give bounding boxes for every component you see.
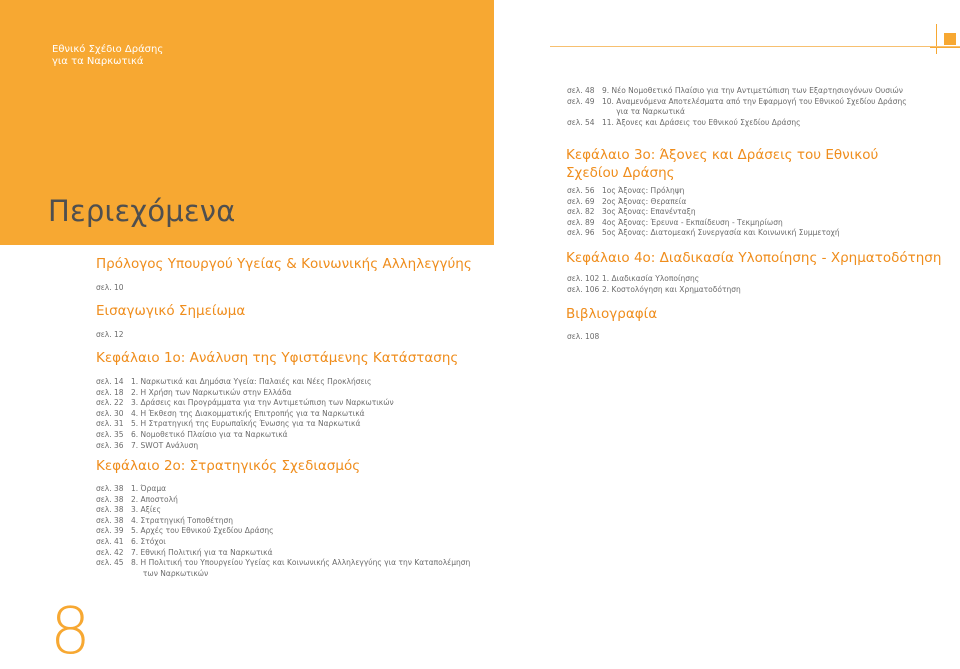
list-item[interactable]: σελ. 31 5. Η Στρατηγική της Ευρωπαϊκής Ένωσης για τα Ναρκωτικά bbox=[96, 419, 361, 429]
list-item[interactable]: σελ. 42 7. Εθνική Πολιτική για τα Ναρκωτικά bbox=[96, 547, 273, 557]
page-number: 8 bbox=[50, 595, 91, 669]
list-item[interactable]: σελ. 30 4. Η Έκθεση της Διακομματικής Επιτροπής για τα Ναρκωτικά bbox=[96, 408, 365, 418]
list-item[interactable]: σελ. 38 3. Αξίες bbox=[96, 505, 161, 515]
chapter1-list bbox=[96, 377, 394, 451]
bibliography-page: σελ. 108 bbox=[567, 332, 600, 341]
list-item[interactable]: σελ. 102 1. Διαδικασία Υλοποίησης bbox=[567, 274, 700, 283]
chapter1-title[interactable]: Κεφάλαιο 1ο: Ανάλυση της Υφιστάμενης Κατάστασης bbox=[96, 350, 459, 366]
prologue-title[interactable]: Πρόλογος Υπουργού Υγείας & Κοινωνικής Αλληλεγγύης bbox=[96, 256, 472, 272]
intro-page: σελ. 12 bbox=[96, 330, 124, 339]
list-item[interactable]: σελ. 39 5. Αρχές του Εθνικού Σχεδίου Δράσης bbox=[96, 526, 274, 536]
list-item[interactable]: σελ. 18 2. Η Χρήση των Ναρκωτικών στην Ελλάδα bbox=[96, 387, 292, 397]
list-item[interactable]: σελ. 89 4ος Άξονας: Έρευνα - Εκπαίδευση - Τεκμηρίωση bbox=[567, 217, 783, 227]
chapter2-continued-list bbox=[567, 86, 907, 128]
list-item[interactable]: σελ. 38 1. Όραμα bbox=[96, 484, 167, 493]
prologue-page: σελ. 10 bbox=[96, 283, 124, 292]
list-item[interactable]: σελ. 54 11. Άξονες και Δράσεις του Εθνικού Σχεδίου Δράσης bbox=[567, 117, 801, 127]
chapter3-title[interactable] bbox=[566, 146, 878, 182]
list-item: για τα Ναρκωτικά bbox=[602, 107, 685, 117]
list-item[interactable]: σελ. 69 2ος Άξονας: Θεραπεία bbox=[567, 196, 687, 206]
corner-mark-icon bbox=[930, 24, 960, 54]
list-item[interactable]: σελ. 56 1ος Άξονας: Πρόληψη bbox=[567, 186, 685, 195]
chapter3-list bbox=[567, 186, 840, 239]
chapter2-list bbox=[96, 484, 470, 579]
intro-title[interactable]: Εισαγωγικό Σημείωμα bbox=[96, 303, 246, 319]
list-item[interactable]: σελ. 41 6. Στόχοι bbox=[96, 536, 166, 546]
document-title-line1: Εθνικό Σχέδιο Δράσης bbox=[52, 44, 164, 55]
chapter3-title-line2: Σχεδίου Δράσης bbox=[566, 165, 675, 181]
list-item[interactable]: σελ. 22 3. Δράσεις και Προγράμματα για την Αντιμετώπιση των Ναρκωτικών bbox=[96, 398, 394, 408]
chapter2-title[interactable]: Κεφάλαιο 2ο: Στρατηγικός Σχεδιασμός bbox=[96, 458, 361, 474]
list-item[interactable]: σελ. 49 10. Αναμενόμενα Αποτελέσματα από την Εφαρμογή του Εθνικού Σχεδίου Δράσης bbox=[567, 96, 907, 106]
list-item[interactable]: σελ. 36 7. SWOT Ανάλυση bbox=[96, 440, 199, 450]
bibliography-title[interactable]: Βιβλιογραφία bbox=[566, 306, 658, 322]
list-item[interactable]: σελ. 38 4. Στρατηγική Τοποθέτηση bbox=[96, 515, 233, 525]
list-item[interactable]: σελ. 48 9. Νέο Νομοθετικό Πλαίσιο για την Αντιμετώπιση των Εξαρτησιογόνων Ουσιών bbox=[567, 86, 903, 95]
list-item: των Ναρκωτικών bbox=[131, 568, 209, 578]
chapter4-list bbox=[567, 274, 741, 295]
divider-rule bbox=[550, 46, 960, 47]
list-item[interactable]: σελ. 96 5ος Άξονας: Διατομεακή Συνεργασία και Κοινωνική Συμμετοχή bbox=[567, 228, 840, 238]
document-title-line2: για τα Ναρκωτικά bbox=[52, 56, 144, 67]
chapter4-title[interactable]: Κεφάλαιο 4ο: Διαδικασία Υλοποίησης - Χρηματοδότηση bbox=[566, 250, 942, 266]
list-item[interactable]: σελ. 35 6. Νομοθετικό Πλαίσιο για τα Ναρκωτικά bbox=[96, 429, 288, 439]
document-title bbox=[52, 44, 163, 68]
list-item[interactable]: σελ. 38 2. Αποστολή bbox=[96, 494, 178, 504]
list-item[interactable]: σελ. 106 2. Κοστολόγηση και Χρηματοδότηση bbox=[567, 284, 741, 294]
list-item[interactable]: σελ. 14 1. Ναρκωτικά και Δημόσια Υγεία: Παλαιές και Νέες Προκλήσεις bbox=[96, 377, 372, 386]
list-item[interactable]: σελ. 82 3ος Άξονας: Επανένταξη bbox=[567, 207, 696, 217]
page-title: Περιεχόμενα bbox=[48, 194, 236, 228]
chapter3-title-line1: Κεφάλαιο 3ο: Άξονες και Δράσεις του Εθνικού bbox=[566, 147, 879, 163]
list-item[interactable]: σελ. 45 8. Η Πολιτική του Υπουργείου Υγείας και Κοινωνικής Αλληλεγγύης για την Καταπολέμηση bbox=[96, 558, 471, 568]
